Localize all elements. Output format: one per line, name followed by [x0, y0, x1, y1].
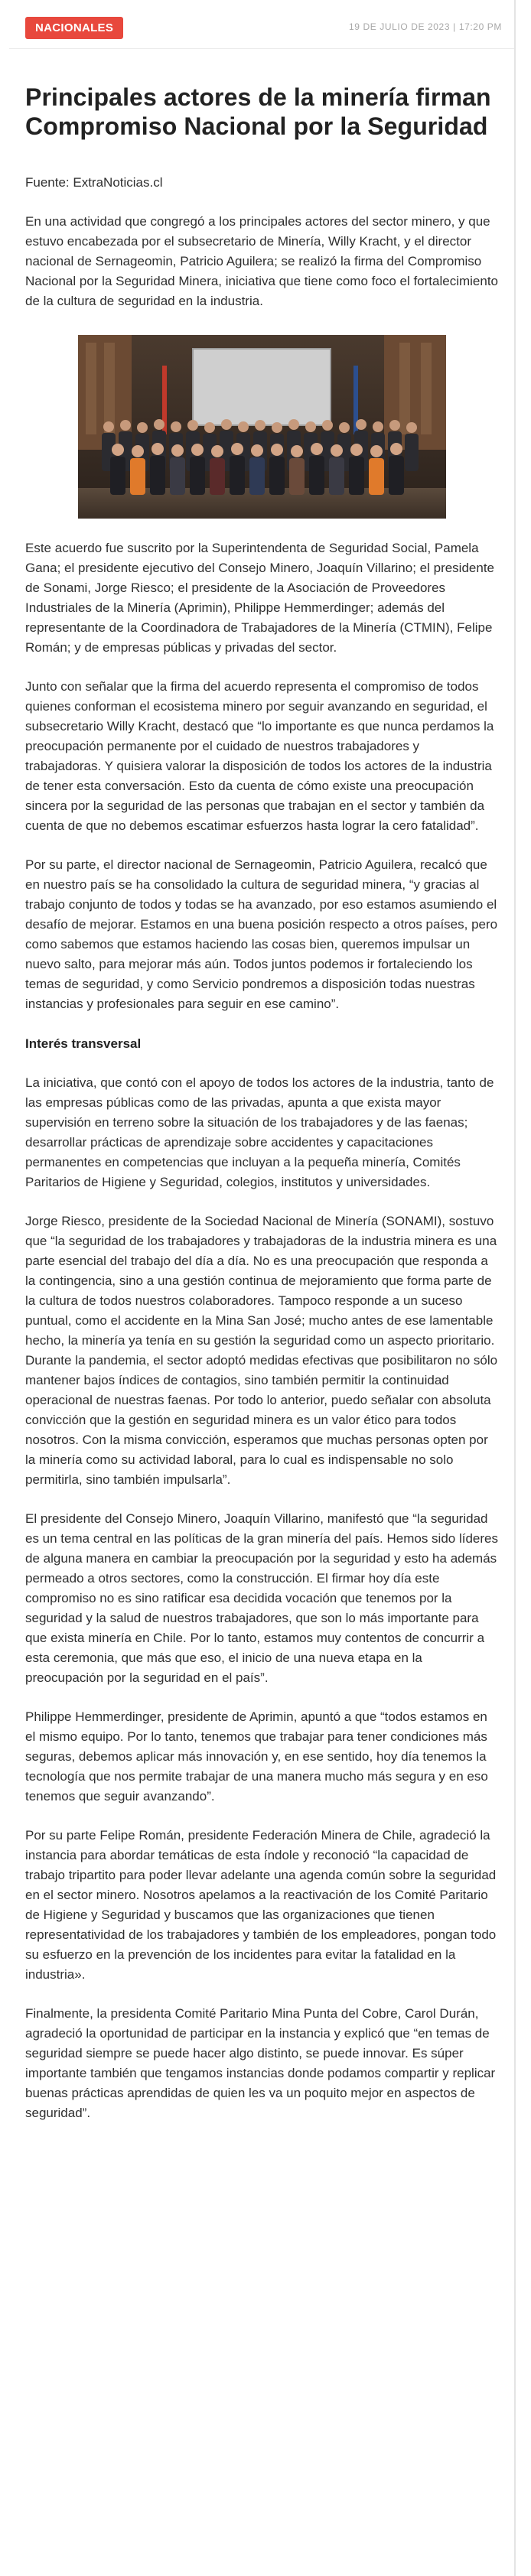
article-subheading: Interés transversal	[25, 1036, 142, 1051]
publish-time: 17:20 PM	[458, 21, 502, 32]
article-paragraph: Jorge Riesco, presidente de la Sociedad Nacional de Minería (SONAMI), sostuvo que “la seguridad de los trabajadores y trabajadoras de la industria minera es una parte esencial del trabajo del día a día. No es una preocupación que responda a la contingencia, sino a una gestión continua de mejoramiento que forma parte de la cultura de todos nuestros colaboradores. Tampoco responde a un suceso puntual, como el accidente en la Mina San José; mucho antes de ese lamentable hecho, la minería ya tenía en su gestión la seguridad como un aspecto prioritario. Durante la pandemia, el sector adoptó medidas efectivas que posibilitaron no sólo mantener bajos índices de contagios, sino también permitir la continuidad operacional de nuestras faenas. Por todo lo anterior, puedo señalar con absoluta convicción que la gestión en seguridad minera es un valor ético para todos nosotros. Con la misma convicción, esperamos que muchas personas opten por la minería como su actividad laboral, para lo cual es indispensable no solo permitirla, sino también impulsarla”.	[25, 1214, 498, 1487]
article-paragraph: La iniciativa, que contó con el apoyo de todos los actores de la industria, tanto de las empresas públicas como de las privadas, apunta a que exista mayor supervisión en terreno sobre la situación de los trabajadores y de las faenas; desarrollar prácticas de aprendizaje sobre accidentes y capacitaciones permanentes en competencias que incluyan a la pequeña minería, Comités Paritarios de Higiene y Seguridad, colegios, institutos y universidades.	[25, 1075, 494, 1189]
article-paragraph: Por su parte, el director nacional de Sernageomin, Patricio Aguilera, recalcó que en nuestro país se ha consolidado la cultura de seguridad minera, “y gracias al trabajo conjunto de todos y todas se ha avanzado, por eso estamos asumiendo el desafío de mejorar. Estamos en una buena posición respecto a otros países, pero como sabemos que estamos haciendo las cosas bien, queremos impulsar un nuevo salto, para mejorar más aún. Todos juntos podemos ir fortaleciendo los temas de seguridad, y como Servicio pondremos a disposición todas nuestras instancias y profesionales para seguir en ese camino”.	[25, 857, 498, 1011]
publish-date: 19 DE JULIO DE 2023	[348, 21, 451, 32]
article-source: Fuente: ExtraNoticias.cl	[25, 175, 163, 190]
publish-meta	[349, 21, 502, 32]
category-badge[interactable]: NACIONALES	[25, 17, 123, 39]
header-divider	[9, 48, 514, 49]
article-paragraph: Por su parte Felipe Román, presidente Federación Minera de Chile, agradeció la instancia para abordar temáticas de esta índole y reconoció “la capacidad de trabajo tripartito para poder llevar adelante una agenda común sobre la seguridad en el sector minero. Nosotros apelamos a la reactivación de los Comité Paritario de Higiene y Seguridad y buscamos que las organizaciones que tienen representatividad de los trabajadores y también de los empleadores, pongan todo su esfuerzo en la prevención de los incidentes para evitar la fatalidad en la industria».	[25, 1828, 497, 1982]
article-paragraph: El presidente del Consejo Minero, Joaquín Villarino, manifestó que “la seguridad es un tema central en las políticas de la gran minería del país. Hemos sido líderes de alguna manera en cambiar la preocupación por la seguridad y esto ha además permeado a otros sectores, como la construcción. El firmar hoy día este compromiso no es sino ratificar esa decidida vocación que tenemos por la seguridad y la salud de nuestros trabajadores, que son lo más importante para que exista minería en Chile. Por lo tanto, estamos muy contentos de concurrir a esta ceremonia, que más que eso, el inicio de una nueva etapa en la preocupación por la seguridad en el país”.	[25, 1511, 498, 1685]
article-title: Principales actores de la minería firman Compromiso Nacional por la Seguridad	[25, 83, 491, 140]
article-header	[9, 0, 514, 49]
article-page	[9, 0, 516, 2576]
article-paragraph: Este acuerdo fue suscrito por la Superintendenta de Seguridad Social, Pamela Gana; el presidente ejecutivo del Consejo Minero, Joaquín Villarino; el presidente de Sonami, Jorge Riesco; el presidente de la Asociación de Proveedores Industriales de la Minería (Aprimin), Philippe Hemmerdinger; además del representante de la Coordinadora de Trabajadores de la Minería (CTMIN), Felipe Román; y de empresas públicas y privadas del sector.	[25, 541, 495, 655]
article-paragraph: Philippe Hemmerdinger, presidente de Aprimin, apuntó a que “todos estamos en el mismo equipo. Por lo tanto, tenemos que trabajar para tener condiciones más seguras, debemos aplicar más innovación y, en ese sentido, hoy día tenemos la tecnología que nos permite trabajar de una manera mucho más segura y en eso tenemos que seguir avanzando”.	[25, 1709, 488, 1804]
group-photo	[78, 335, 446, 519]
article-body	[9, 83, 514, 2123]
article-paragraph: Finalmente, la presidenta Comité Paritario Mina Punta del Cobre, Carol Durán, agradeció la oportunidad de participar en la instancia y explicó que “en temas de seguridad siempre se puede hacer algo distinto, se puede innovar. Es súper importante también que tengamos instancias donde podamos compartir y replicar buenas prácticas aprendidas de quien les va un poquito mejor en aspectos de seguridad”.	[25, 2006, 496, 2120]
article-paragraph: En una actividad que congregó a los principales actores del sector minero, y que estuvo encabezada por el subsecretario de Minería, Willy Kracht, y el director nacional de Sernageomin, Patricio Aguilera; se realizó la firma del Compromiso Nacional por la Seguridad Minera, iniciativa que tiene como foco el fortalecimiento de la cultura de seguridad en la industria.	[25, 214, 499, 308]
article-paragraph: Junto con señalar que la firma del acuerdo representa el compromiso de todos quienes conforman el ecosistema minero por seguir avanzando en seguridad, el subsecretario Willy Kracht, destacó que “lo importante es que nunca perdamos la preocupación permanente por el cuidado de nuestros trabajadores y trabajadoras. Y quisiera valorar la disposición de todos los actores de la industria de tener esta conversación. Esto da cuenta de cómo existe una preocupación sincera por la seguridad de las personas que trabajan en el sector y también da cuenta de que no debemos escatimar esfuerzos hasta lograr la cero fatalidad”.	[25, 679, 494, 833]
meta-separator: |	[453, 21, 456, 32]
